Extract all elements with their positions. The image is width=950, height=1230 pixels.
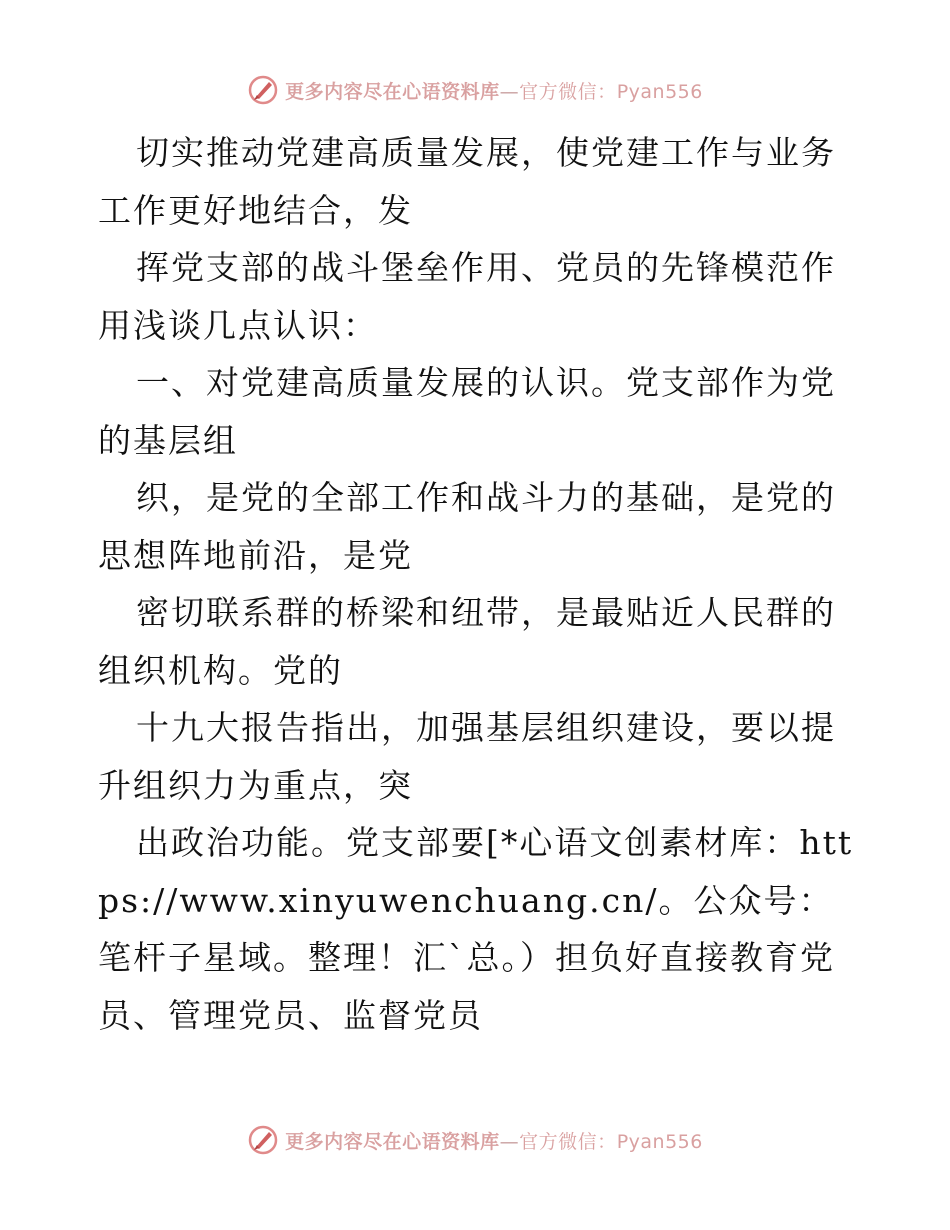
banner-wechat-id: Pyan556 <box>616 1130 703 1153</box>
paragraph-5: 密切联系群的桥梁和纽带，是最贴近人民群的组织机构。党的 <box>98 593 836 690</box>
banner-wechat-id: Pyan556 <box>616 80 703 103</box>
paragraph-6: 十九大报告指出，加强基层组织建设，要以提升组织力为重点，突 <box>98 708 836 805</box>
paragraph-1: 切实推动党建高质量发展，使党建工作与业务工作更好地结合，发 <box>98 133 836 230</box>
paragraph-4: 织，是党的全部工作和战斗力的基础，是党的思想阵地前沿，是党 <box>98 478 836 575</box>
banner-text <box>285 1127 703 1154</box>
quill-pen-logo-icon <box>247 1124 279 1156</box>
paragraph-2: 挥党支部的战斗堡垒作用、党员的先锋模范作用浅谈几点认识： <box>98 248 836 345</box>
banner-site-text: 更多内容尽在心语资料库 <box>285 1130 500 1153</box>
paragraph-7: 出政治功能。党支部要[*心语文创素材库：https://www.xinyuwenchuang.cn/。公众号：笔杆子星域。整理！汇`总。）担负好直接教育党员、管理党员、监督党员 <box>98 823 854 1035</box>
banner-site-text: 更多内容尽在心语资料库 <box>285 80 500 103</box>
banner-wechat-label: 官方微信： <box>519 80 617 103</box>
document-body <box>98 124 858 1044</box>
banner-separator: — <box>499 1130 520 1153</box>
quill-pen-logo-icon <box>247 74 279 106</box>
header-watermark-banner <box>0 70 950 110</box>
banner-separator: — <box>499 80 520 103</box>
footer-watermark-banner <box>0 1120 950 1160</box>
banner-wechat-label: 官方微信： <box>519 1130 617 1153</box>
banner-text <box>285 77 703 104</box>
paragraph-3: 一、对党建高质量发展的认识。党支部作为党的基层组 <box>98 363 836 460</box>
